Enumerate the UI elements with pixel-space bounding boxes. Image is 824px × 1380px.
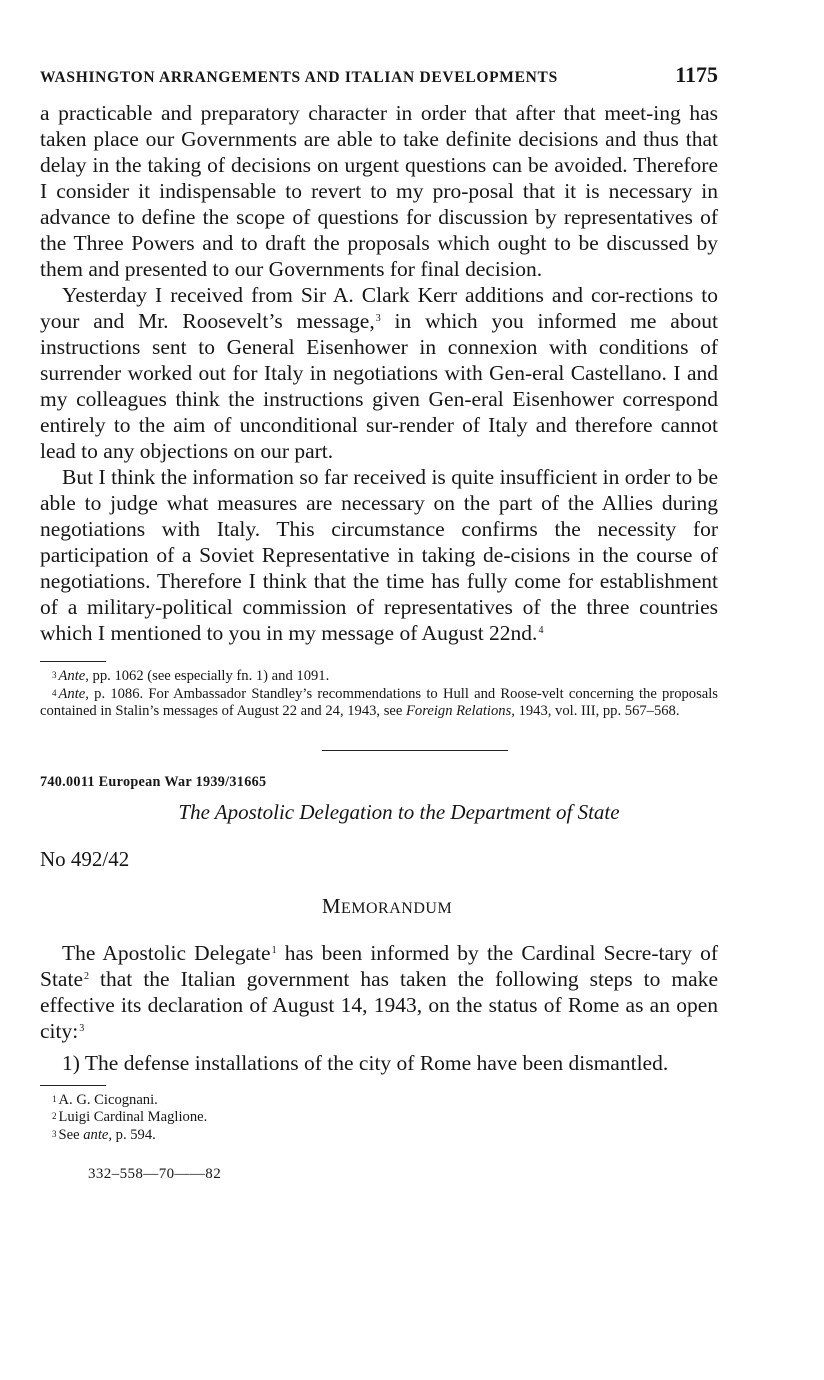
running-head: WASHINGTON ARRANGEMENTS AND ITALIAN DEVELOPMENTS <box>40 69 558 86</box>
document-title: The Apostolic Delegation to the Department of State <box>178 799 620 824</box>
paragraph-text: has been informed by the Cardinal Secre-tary of State <box>40 940 718 991</box>
footnote-text: A. G. Cicognani. <box>58 1091 158 1108</box>
document-page <box>40 62 718 1183</box>
footnote-mark: 4 <box>52 687 57 698</box>
paragraph-text: that the Italian government has taken the following steps to make effective its declaration of August 14, 1943, on the status of Rome as an open city: <box>40 966 718 1043</box>
footnote <box>40 686 718 721</box>
footnote <box>40 1092 718 1110</box>
paragraph-text: The Apostolic Delegate <box>62 940 271 965</box>
footnote-mark: 3 <box>52 670 57 680</box>
footnote-italic: Ante, <box>58 668 89 684</box>
memorandum-heading <box>40 894 718 919</box>
footnote-italic: Foreign Relations, <box>406 703 515 719</box>
paragraph-surrender-terms <box>40 282 718 464</box>
footnote-ref[interactable]: 2 <box>84 970 89 982</box>
paragraph-text: in which you informed me about instructions sent to General Eisenhower in connexion with conditions of surrender worked out for Italy in negotiations with Gen-eral Castellano. I and my colleagues think the instructions given Gen-eral Eisenhower correspond entirely to the aim of unconditional sur-render of Italy and therefore cannot lead to any objections on our part. <box>40 309 718 463</box>
footnote-italic: ante, <box>83 1126 113 1143</box>
paragraph-text: 1) The defense installations of the city of Rome have been dismantled. <box>62 1050 669 1075</box>
footnote-text: p. 1086. For Ambassador Standley’s recommendations to Hull and Roose-velt concerning the proposals contained in Stalin’s messages of August 22 and 24, 1943, see <box>40 685 718 719</box>
paragraph-text: a practicable and preparatory character in order that after that meet-ing has taken place our Governments are able to take definite decisions and thus that delay in the taking of decisions on urgent questions can be avoided. Therefore I consider it indispensable to revert to my pro-posal that it is necessary in advance to define the scope of questions for discussion by representatives of the Three Powers and to draft the proposals which ought to be discussed by them and presented to our Governments for final decision. <box>40 101 718 281</box>
paragraph-commission <box>40 464 718 646</box>
footnote-mark: 3 <box>52 1128 57 1139</box>
page-number: 1175 <box>675 62 718 87</box>
footnote-text: pp. 1062 (see especially fn. 1) and 1091. <box>88 668 330 684</box>
footnote-ref[interactable]: 3 <box>79 1022 85 1034</box>
footnotes-section-1 <box>40 668 718 721</box>
footnote <box>40 1109 718 1127</box>
paragraph-item-1 <box>40 1050 718 1076</box>
printer-signature-line: 332–558—70——82 <box>88 1166 222 1182</box>
document-number: No 492/42 <box>40 846 130 871</box>
footnote-text: p. 594. <box>112 1126 156 1143</box>
file-number: 740.0011 European War 1939/31665 <box>40 773 267 790</box>
footnote-mark: 2 <box>52 1111 57 1121</box>
paragraph-continuation <box>40 100 718 282</box>
footnote-divider <box>40 1085 106 1086</box>
footnote-ref[interactable]: 3 <box>375 313 381 324</box>
footnote-divider <box>40 661 106 662</box>
page-header <box>40 62 718 100</box>
footnote-italic: Ante, <box>58 685 89 702</box>
footnote-text: See <box>58 1126 84 1143</box>
heading-rest: EMORANDUM <box>341 899 453 917</box>
footnote-text: 1943, vol. III, pp. 567–568. <box>514 703 680 719</box>
footnote-ref[interactable]: 1 <box>271 944 277 956</box>
footnote-mark: 1 <box>52 1093 57 1104</box>
footnote <box>40 668 718 686</box>
footnote-text: Luigi Cardinal Maglione. <box>58 1109 208 1125</box>
footnote <box>40 1127 718 1145</box>
paragraph-text: Yesterday I received from Sir A. Clark Kerr additions and cor-rections to your and Mr. Roosevelt’s message, <box>40 283 718 333</box>
footnote-ref[interactable]: 4 <box>538 625 544 636</box>
paragraph-memorandum <box>40 940 718 1044</box>
paragraph-text: But I think the information so far received is quite insufficient in order to be able to judge what measures are necessary on the part of the Allies during negotiations with Italy. This circumstance confirms the necessity for participation of a Soviet Representative in taking de-cisions in the course of negotiations. Therefore I think that the time has fully come for establishment of a military-political commission of representatives of the three countries which I mentioned to you in my message of August 22nd. <box>40 465 718 645</box>
heading-initial: M <box>321 893 341 918</box>
footnotes-section-2 <box>40 1092 718 1145</box>
section-separator <box>322 750 508 751</box>
